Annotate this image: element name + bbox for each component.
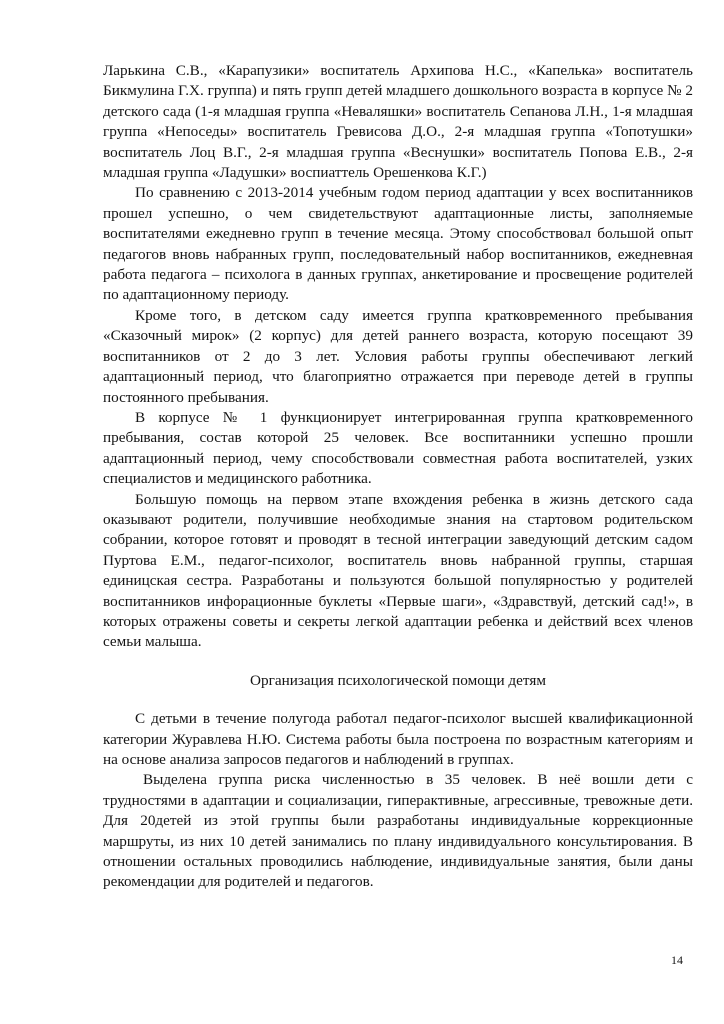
paragraph-parent-support: Большую помощь на первом этапе вхождения ребенка в жизнь детского сада оказывают родители, получившие необходимые знания на стартовом родительском собрании, которое готовят и проводят в тесной интеграции заведующий детским садом Пуртова Е.М., педагог-психолог, воспитатель вновь набранной группы, старшая единицская сестра. Разработаны и пользуются большой популярностью у родителей воспитанников инфорационные буклеты «Первые шаги», «Здравствуй, детский сад!», в которых отражены советы и секреты легкой адаптации ребенка и действий всех членов семьи малыша.: [103, 490, 693, 651]
paragraph-risk-group: Выделена группа риска численностью в 35 человек. В неё вошли дети с трудностями в адаптации и социализации, гиперактивные, агрессивные, тревожные дети. Для 20детей из этой группы были разработаны индивидуальные коррекционные маршруты, из них 10 детей занимались по плану индивидуального консультирования. В отношении остальных проводились наблюдение, индивидуальные занятия, были даны рекомендации для родителей и педагогов.: [103, 771, 693, 891]
paragraph-psychologist-work: С детьми в течение полугода работал педагог-психолог высшей квалификационной категории Журавлева Н.Ю. Система работы была построена по возрастным категориям и на основе анализа запросов педагогов и наблюдений в группах.: [103, 710, 693, 768]
paragraph-short-stay-group: Кроме того, в детском саду имеется группа кратковременного пребывания «Сказочный мирок» (2 корпус) для детей раннего возраста, которую посещают 39 воспитанников от 2 до 3 лет. Условия работы группы обеспечивают легкий адаптационный период, что благоприятно отражается при переводе детей в группы постоянного пребывания.: [103, 306, 693, 406]
section-heading: Организация психологической помощи детям: [250, 671, 546, 689]
page-body: [103, 61, 693, 893]
paragraph-adaptation-comparison: По сравнению с 2013-2014 учебным годом период адаптации у всех воспитанников прошел успешно, о чем свидетельствуют адаптационные листы, заполняемые воспитателями ежедневно групп в течение месяца. Этому способствовал большой опыт педагогов вновь набранных групп, последовательный набор воспитанников, ежедневная работа педагога – психолога в данных группах, анкетирование и просвещение родителей по адаптационному периоду.: [103, 184, 693, 304]
paragraph-integrated-group: В корпусе № 1 функционирует интегрированная группа кратковременного пребывания, состав которой 25 человек. Все воспитанники успешно прошли адаптационный период, чему способствовали совместная работа воспитателей, узких специалистов и медицинского работника.: [103, 408, 693, 488]
paragraph-continued-group-list: Ларькина С.В., «Карапузики» воспитатель Архипова Н.С., «Капелька» воспитатель Бикмулина Г.Х. группа) и пять групп детей младшего дошкольного возраста в корпусе № 2 детского сада (1-я младшая группа «Неваляшки» воспитатель Сепанова Л.Н., 1-я младшая группа «Непоседы» воспитатель Гревисова Д.О., 2-я младшая группа «Топотушки» воспитатель Лоц В.Г., 2-я младшая группа «Веснушки» воспитатель Попова Е.В., 2-я младшая группа «Ладушки» воспиаттель Орешенкова К.Г.): [103, 62, 693, 182]
page-number: 14: [671, 953, 683, 967]
